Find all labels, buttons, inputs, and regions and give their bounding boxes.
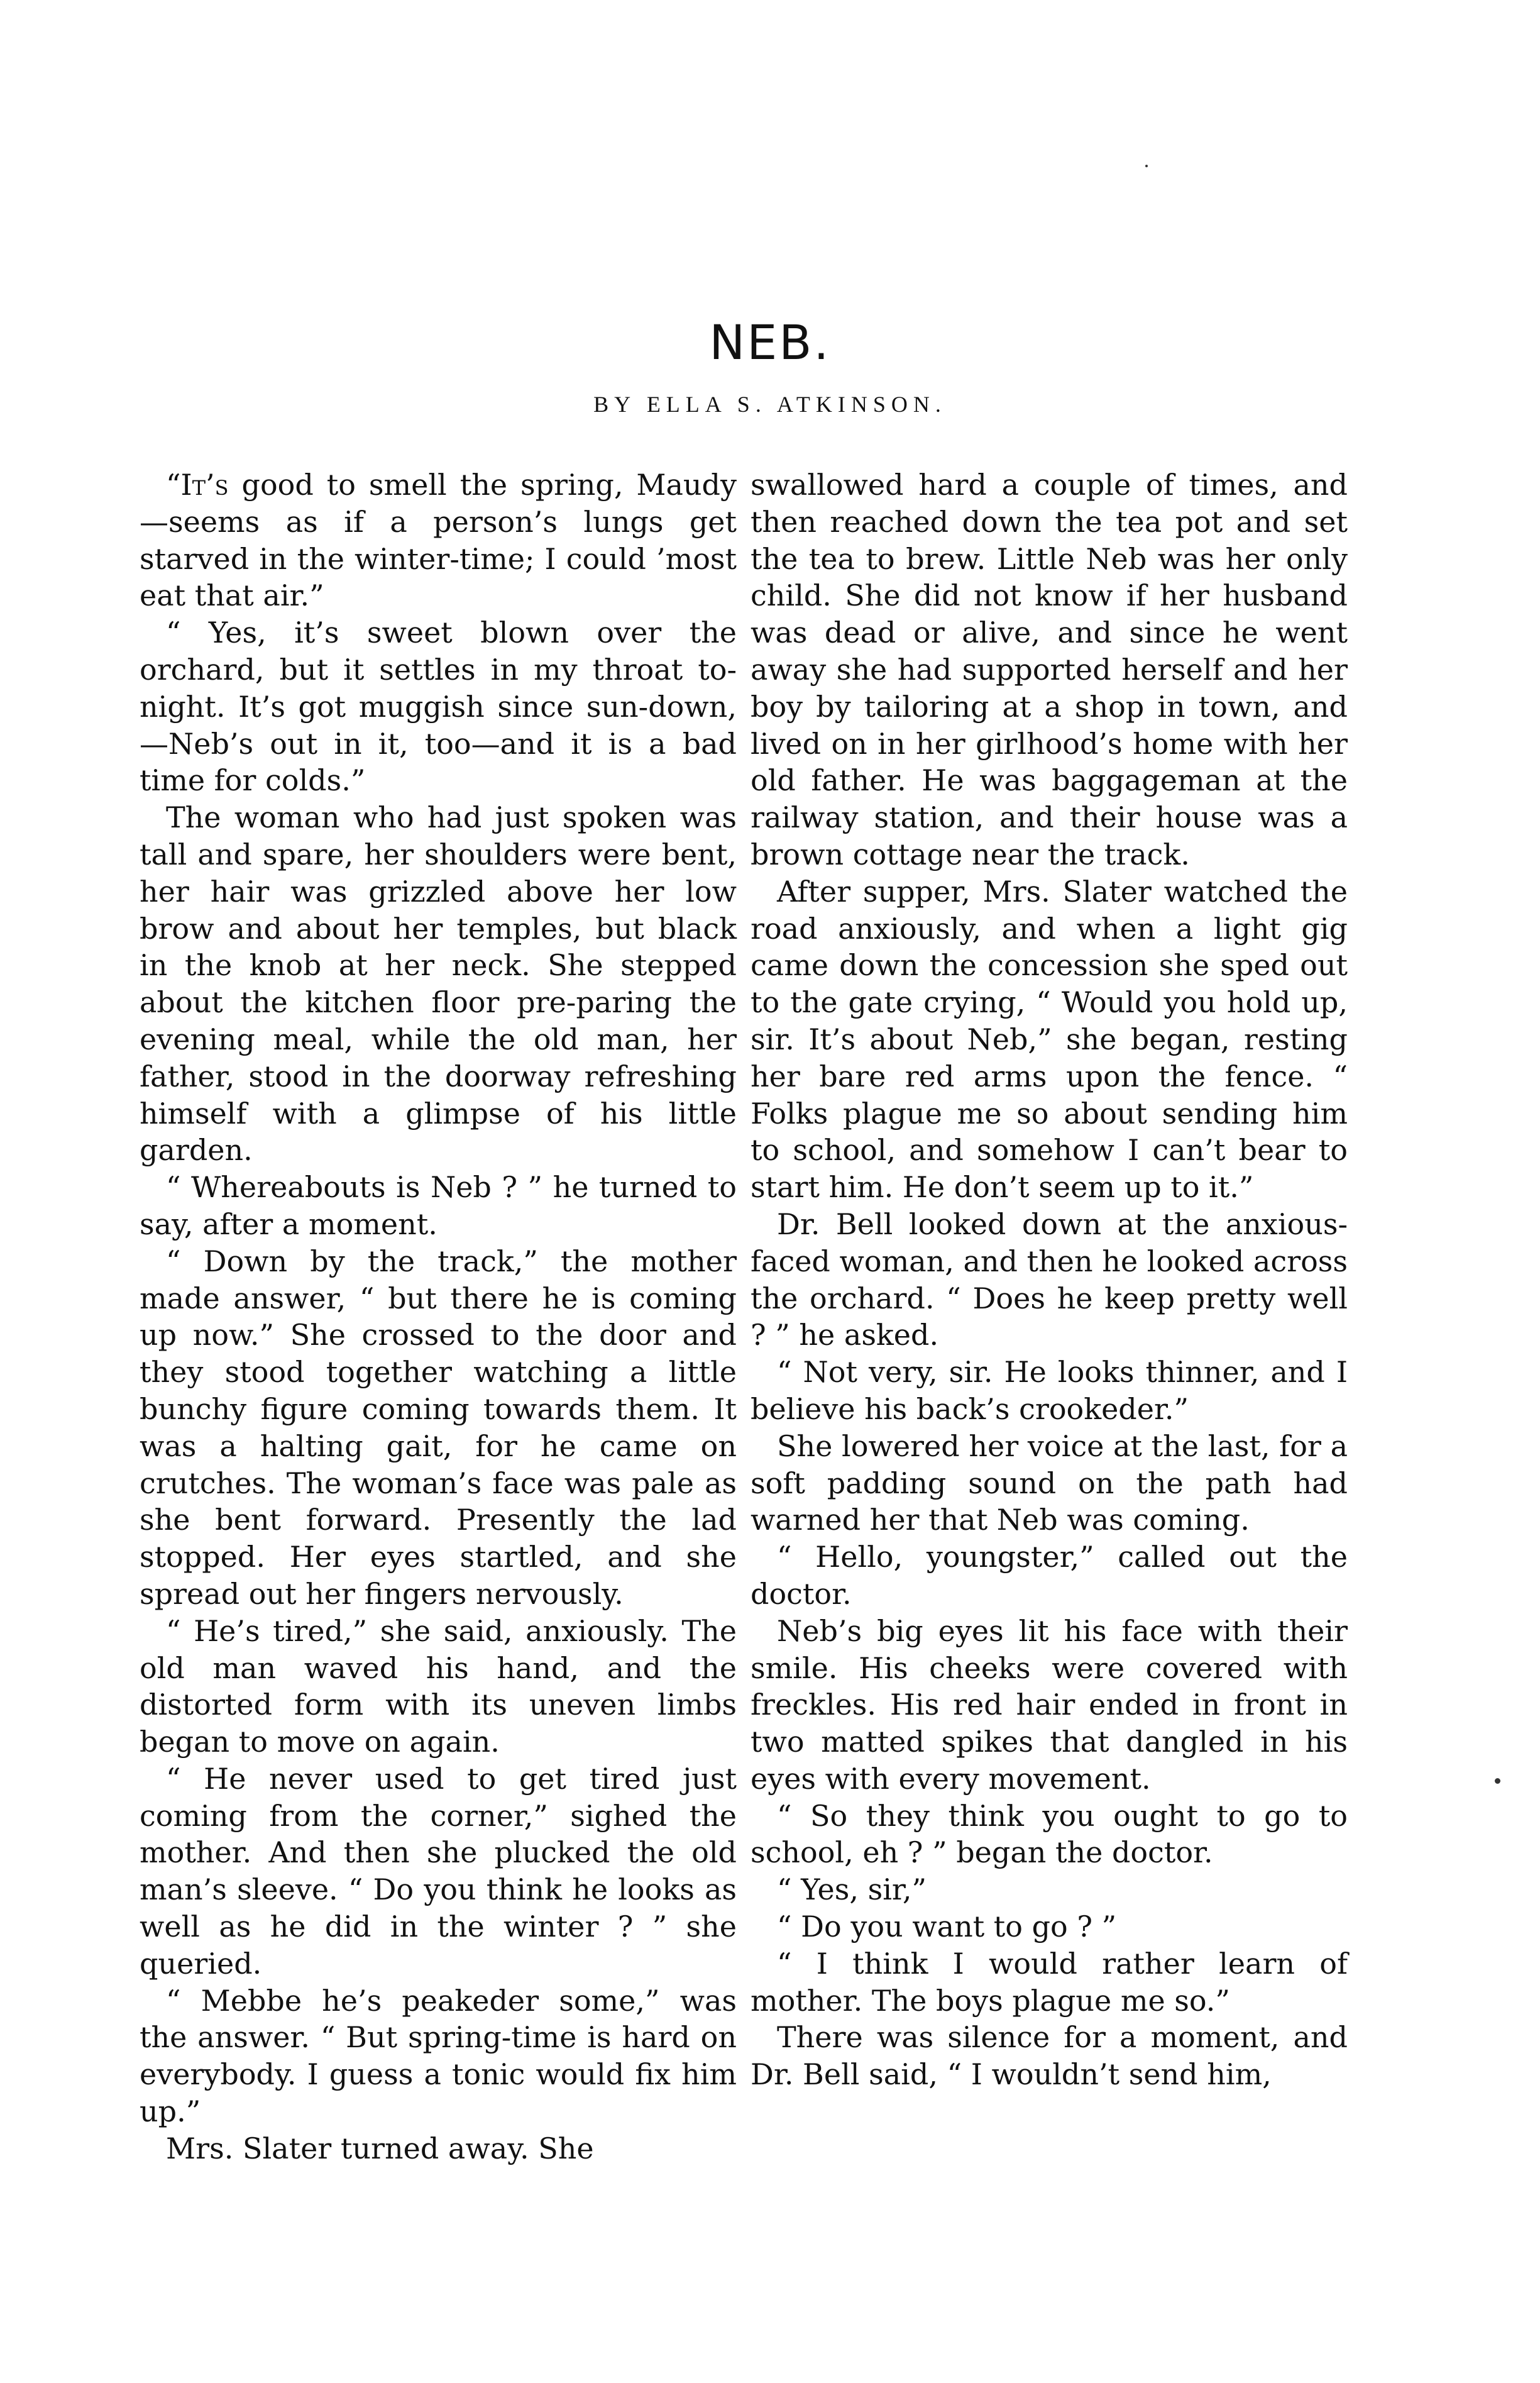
paragraph: “ Yes, sir,” [777, 1872, 927, 1907]
paragraph: She lowered her voice at the last, for a soft padding sound on the path had warned her that Neb was coming. [751, 1429, 1348, 1537]
paragraph: “ So they think you ought to go to school, eh ? ” began the doctor. [751, 1798, 1348, 1870]
paragraph: “ Do you want to go ? ” [777, 1910, 1117, 1944]
paragraph: “ Not very, sir. He looks thinner, and I believe his back’s crookeder.” [751, 1355, 1348, 1426]
paragraph: “ He’s tired,” she said, anxiously. The old man waved his hand, and the distorted form with its uneven limbs began to move on again. [140, 1613, 737, 1759]
paragraph: Mrs. Slater turned away. She [166, 2131, 594, 2165]
paragraph: “ I think I would rather learn of mother. The boys plague me so.” [751, 1946, 1348, 2018]
paragraph: There was silence for a moment, and Dr. Bell said, “ I wouldn’t send him, [751, 2020, 1348, 2092]
paragraph: “ Hello, youngster,” called out the doctor. [751, 1540, 1348, 1611]
article-title: NEB. [709, 314, 831, 370]
paragraph: After supper, Mrs. Slater watched the road anxiously, and when a light gig came down the concession she sped out to the gate crying, “ Would you hold up, sir. It’s about Neb,” she began, resting her bare red arms upon the fence. “ Folks plague me so about sending him to school, and somehow I can’t bear to start him. He don’t seem up to it.” [751, 874, 1348, 1205]
left-column [140, 467, 737, 2167]
article-byline: BY ELLA S. ATKINSON. [593, 392, 947, 417]
paragraph: Dr. Bell looked down at the anxious-faced woman, and then he looked across the orchard. “ Does he keep pretty well ? ” he asked. [751, 1207, 1348, 1352]
paragraph: “ Yes, it’s sweet blown over the orchard, but it settles in my throat to-night. It’s got muggish since sun-down,—Neb’s out in it, too—and it is a bad time for colds.” [140, 616, 737, 798]
paragraph-text: good to smell the spring, Maudy —seems as if a person’s lungs get starved in the winter-time; I could ’most eat that air.” [140, 468, 737, 613]
print-speck [1495, 1778, 1500, 1784]
paragraph: “ Down by the track,” the mother made answer, “ but there he is coming up now.” She crossed to the door and they stood together watching a little bunchy figure coming towards them. It was a halting gait, for he came on crutches. The woman’s face was pale as she bent forward. Presently the lad stopped. Her eyes startled, and she spread out her fingers nervously. [140, 1244, 737, 1611]
paragraph: The woman who had just spoken was tall and spare, her shoulders were bent, her hair was grizzled above her low brow and about her temples, but black in the knob at her neck. She stepped about the kitchen floor pre-paring the evening meal, while the old man, her father, stood in the doorway refreshing himself with a glimpse of his little garden. [140, 800, 737, 1168]
paragraph: “ He never used to get tired just coming from the corner,” sighed the mother. And then she plucked the old man’s sleeve. “ Do you think he looks as well as he did in the winter ? ” she queried. [140, 1761, 737, 1981]
paragraph: “ Whereabouts is Neb ? ” he turned to say, after a moment. [140, 1170, 737, 1241]
print-speck [1145, 165, 1148, 167]
paragraph [140, 467, 737, 614]
paragraph: swallowed hard a couple of times, and then reached down the tea pot and set the tea to brew. Little Neb was her only child. She did not know if her husband was dead or alive, and since he went away she had supported herself and her boy by tailoring at a shop in town, and lived on in her girlhood’s home with her old father. He was baggageman at the railway station, and their house was a brown cottage near the track. [751, 468, 1348, 871]
right-column [751, 467, 1348, 2093]
paragraph: Neb’s big eyes lit his face with their smile. His cheeks were covered with freckles. His red hair ended in front in two matted spikes that dangled in his eyes with every movement. [751, 1613, 1348, 1796]
paragraph: “ Mebbe he’s peakeder some,” was the answer. “ But spring-time is hard on everybody. I guess a tonic would fix him up.” [140, 1983, 737, 2129]
paragraph-lead: “It’s [166, 468, 229, 502]
